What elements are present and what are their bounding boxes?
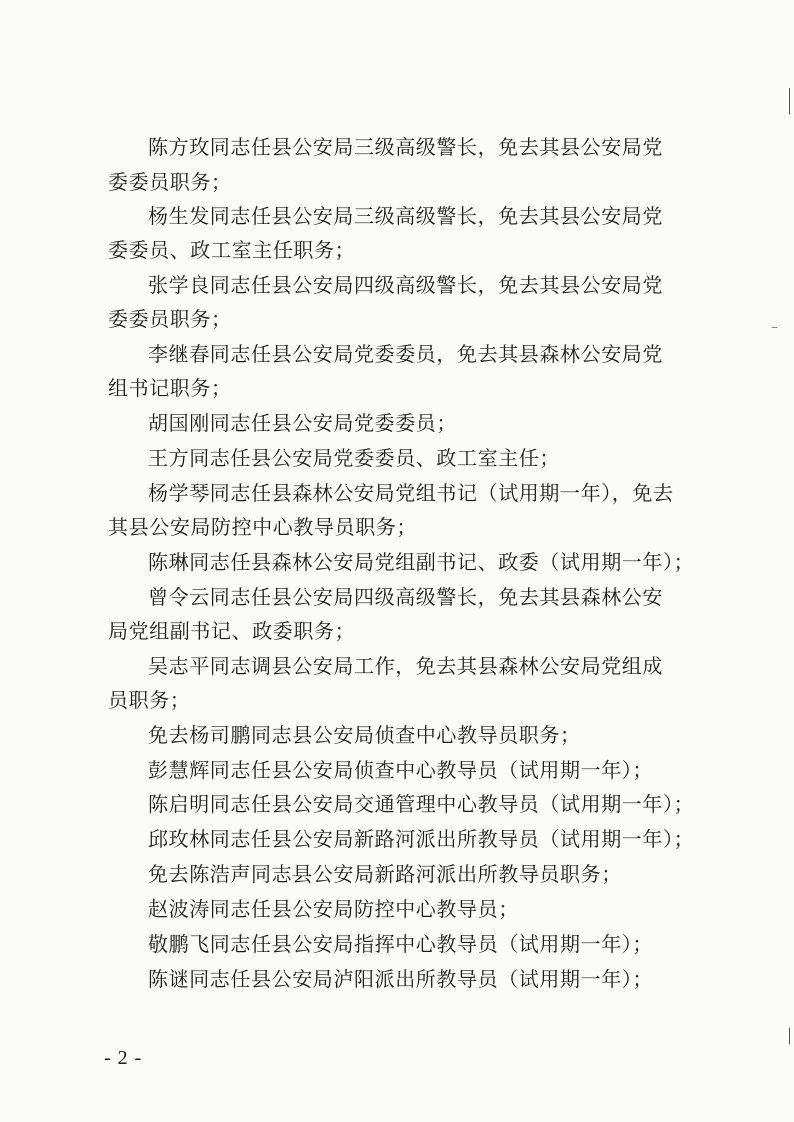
text-line: 委委员职务； xyxy=(108,307,232,331)
text-line: 免去陈浩声同志县公安局新路河派出所教导员职务； xyxy=(148,862,622,886)
text-line: 其县公安局防控中心教导员职务； xyxy=(108,515,417,539)
text-line: 组书记职务； xyxy=(108,376,232,400)
scan-artifact xyxy=(789,88,790,114)
text-line: 免去杨司鹏同志县公安局侦查中心教导员职务； xyxy=(148,723,581,747)
text-line: 邱玫林同志任县公安局新路河派出所教导员（试用期一年）； xyxy=(148,827,695,851)
text-line: 杨生发同志任县公安局三级高级警长，免去其县公安局党 xyxy=(148,204,663,228)
text-line: 员职务； xyxy=(108,688,191,712)
text-line: 李继春同志任县公安局党委委员，免去其县森林公安局党 xyxy=(148,342,663,366)
text-line: 吴志平同志调县公安局工作，免去其县森林公安局党组成 xyxy=(148,654,663,678)
text-line: 张学良同志任县公安局四级高级警长，免去其县公安局党 xyxy=(148,273,663,297)
text-line: 彭慧辉同志任县公安局侦查中心教导员（试用期一年）； xyxy=(148,758,653,782)
text-line: 胡国刚同志任县公安局党委委员； xyxy=(148,411,457,435)
text-line: 赵波涛同志任县公安局防控中心教导员； xyxy=(148,897,519,921)
text-line: 陈启明同志任县公安局交通管理中心教导员（试用期一年）； xyxy=(148,792,695,816)
text-line: 委委员职务； xyxy=(108,170,232,194)
text-line: 王方同志任县公安局党委委员、政工室主任； xyxy=(148,446,560,470)
text-line: 陈谜同志任县公安局泸阳派出所教导员（试用期一年）； xyxy=(148,967,653,991)
text-line: 陈方玫同志任县公安局三级高级警长，免去其县公安局党 xyxy=(148,135,663,159)
text-line: 陈琳同志任县森林公安局党组副书记、政委（试用期一年）； xyxy=(148,550,695,574)
text-line: 曾令云同志任县公安局四级高级警长，免去其县森林公安 xyxy=(148,585,663,609)
text-line: 委委员、政工室主任职务； xyxy=(108,238,356,262)
text-line: 局党组副书记、政委职务； xyxy=(108,619,356,643)
text-line: 杨学琴同志任县森林公安局党组书记（试用期一年），免去 xyxy=(148,481,674,505)
scan-artifact xyxy=(789,1028,790,1044)
text-line: 敬鹏飞同志任县公安局指挥中心教导员（试用期一年）； xyxy=(148,932,653,956)
page-number: - 2 - xyxy=(104,1047,143,1069)
scan-artifact xyxy=(772,327,777,328)
